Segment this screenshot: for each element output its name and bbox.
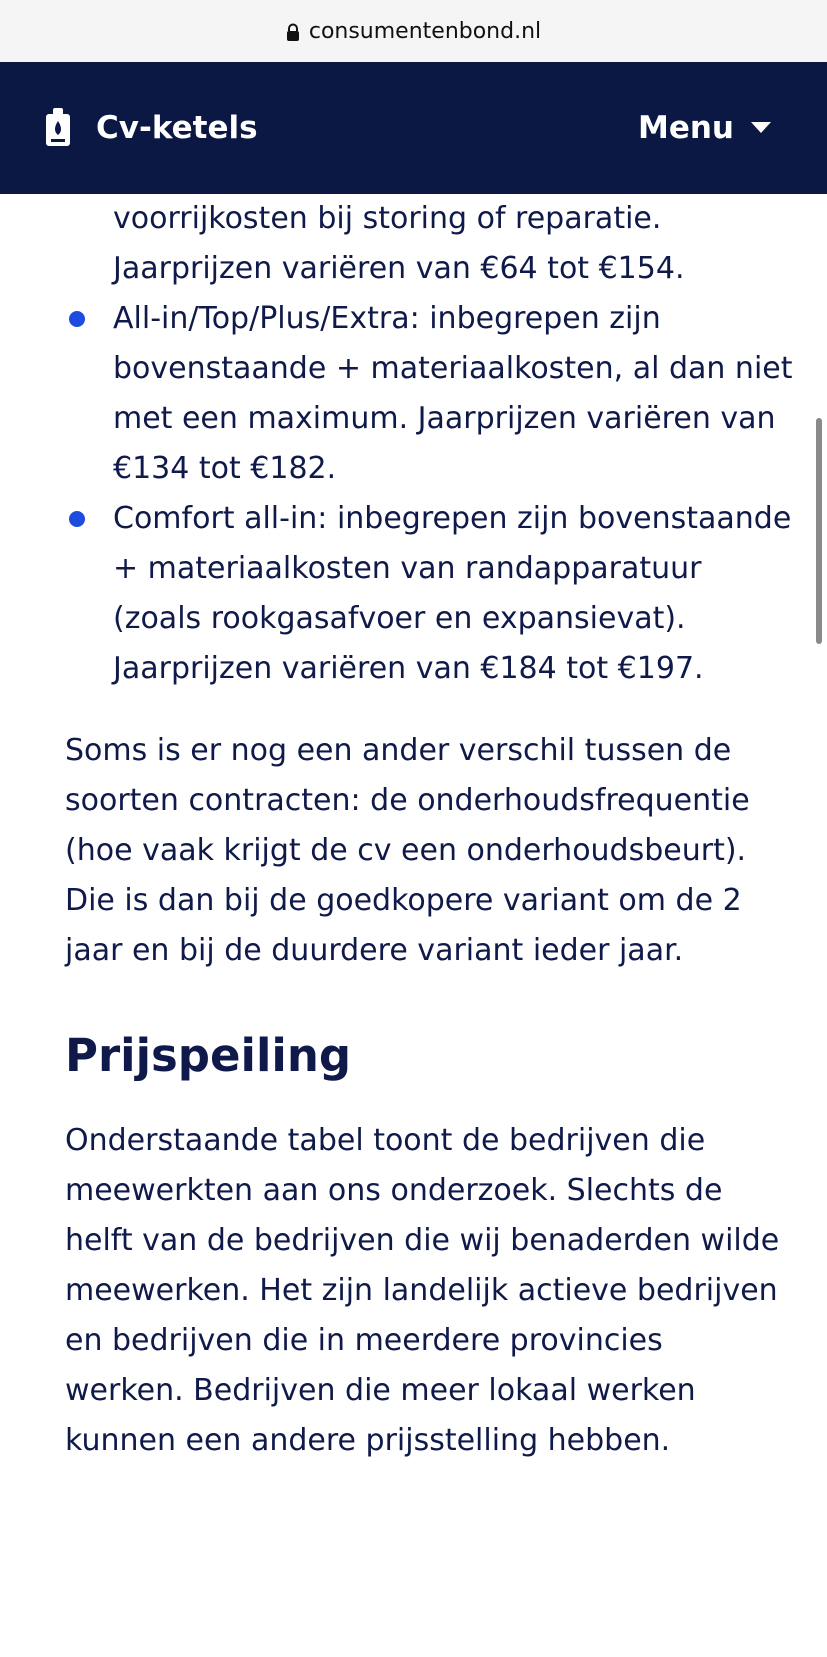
list-item-text: All-in/Top/Plus/Extra: inbegrepen zijn bovenstaande + materiaalkosten, al dan niet met een maximum. Jaarprijzen variëren van €134 tot €182. — [113, 301, 793, 486]
list-item-text: Comfort all-in: inbegrepen zijn bovenstaande + materiaalkosten van randapparatuur (zoals rookgasafvoer en expansievat). Jaarprijzen variëren van €184 tot €197. — [113, 501, 792, 686]
section-heading: Prijspeiling — [65, 1029, 352, 1082]
section-title[interactable]: Cv-ketels — [96, 110, 258, 146]
list-item-text: voorrijkosten bij storing of reparatie. Jaarprijzen variëren van €64 tot €154. — [113, 201, 685, 286]
browser-url-bar[interactable] — [0, 0, 827, 62]
boiler-icon[interactable] — [44, 108, 72, 148]
paragraph-maintenance-frequency: Soms is er nog een ander verschil tussen de soorten contracten: de onderhoudsfrequentie (hoe vaak krijgt de cv een onderhoudsbeurt). Die is dan bij de goedkopere variant om de 2 jaar en bij de duurdere variant ieder jaar. — [65, 733, 750, 968]
scrollbar-thumb[interactable] — [816, 418, 822, 644]
caret-down-icon — [751, 122, 771, 134]
article-content — [0, 194, 827, 1466]
menu-button[interactable] — [638, 110, 771, 146]
contract-types-list — [0, 194, 827, 694]
site-navbar — [0, 62, 827, 194]
lock-icon — [286, 23, 300, 41]
browser-url: consumentenbond.nl — [308, 18, 542, 44]
list-item — [0, 494, 827, 694]
list-item — [0, 294, 827, 494]
bullet-icon — [69, 311, 85, 327]
paragraph-price-survey: Onderstaande tabel toont de bedrijven die meewerkten aan ons onderzoek. Slechts de helft van de bedrijven die wij benaderden wilde meewerken. Het zijn landelijk actieve bedrijven en bedrijven die in meerdere provincies werken. Bedrijven die meer lokaal werken kunnen een andere prijsstelling hebben. — [65, 1123, 780, 1458]
bullet-icon — [69, 511, 85, 527]
list-item — [0, 194, 827, 294]
menu-button-label: Menu — [637, 110, 734, 146]
